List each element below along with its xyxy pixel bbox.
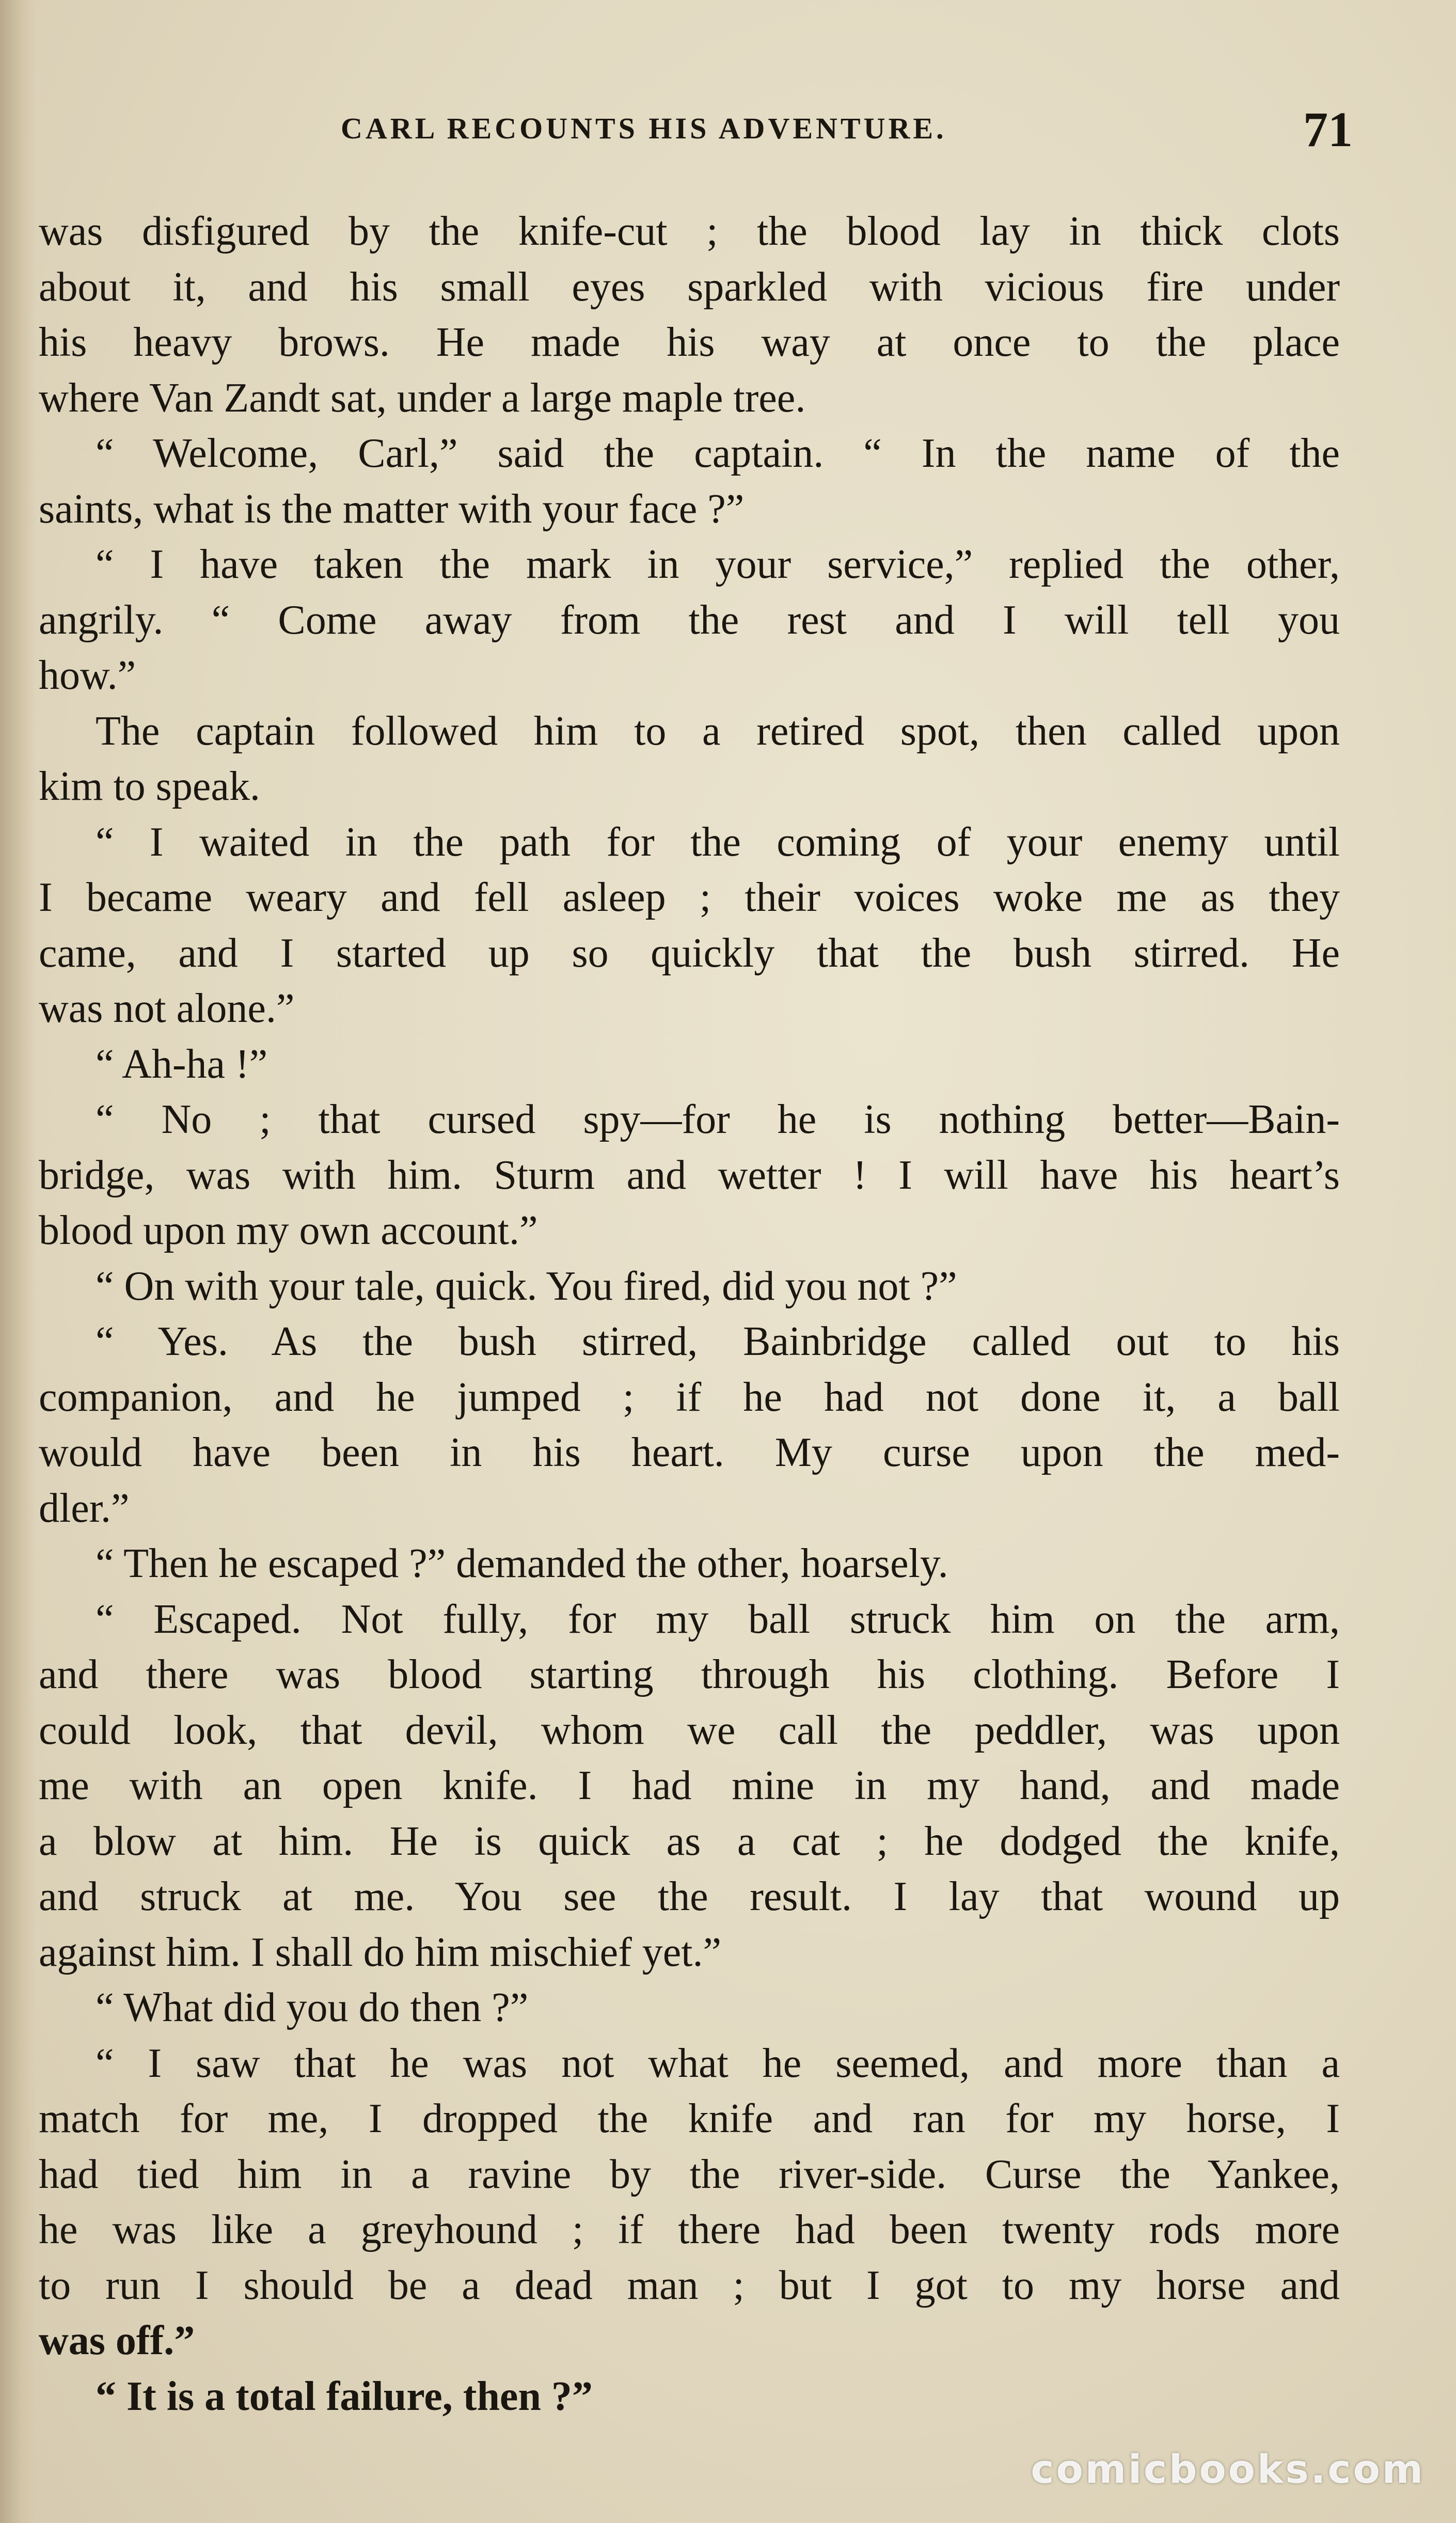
text-line: “ It is a total failure, then ?” xyxy=(96,2373,593,2419)
text-line: “ Ah-ha !” xyxy=(96,1041,268,1087)
text-line: about it, and his small eyes sparkled with vicious fire under xyxy=(39,264,1340,310)
text-line: and there was blood starting through his clothing. Before I xyxy=(39,1652,1340,1697)
page-gutter-shadow xyxy=(0,0,36,2523)
text-line: was not alone.” xyxy=(39,986,295,1031)
text-line: could look, that devil, whom we call the peddler, was upon xyxy=(39,1707,1340,1753)
text-line: and struck at me. You see the result. I lay that wound up xyxy=(39,1874,1340,1919)
text-line: match for me, I dropped the knife and ran for my horse, I xyxy=(39,2096,1340,2141)
text-line: bridge, was with him. Sturm and wetter ! I will have his heart’s xyxy=(39,1152,1340,1198)
text-line: to run I should be a dead man ; but I got to my horse and xyxy=(39,2262,1340,2308)
text-line: “ I have taken the mark in your service,” replied the other, xyxy=(96,542,1340,587)
text-line: where Van Zandt sat, under a large maple tree. xyxy=(39,375,806,421)
text-line: was off.” xyxy=(39,2318,195,2363)
text-line: angrily. “ Come away from the rest and I will tell you xyxy=(39,597,1340,643)
text-line: he was like a greyhound ; if there had been twenty rods more xyxy=(39,2207,1340,2252)
text-line: against him. I shall do him mischief yet.” xyxy=(39,1929,721,1975)
running-head: CARL RECOUNTS HIS ADVENTURE. xyxy=(341,112,947,145)
text-line: saints, what is the matter with your face ?” xyxy=(39,486,745,532)
text-line: would have been in his heart. My curse upon the med- xyxy=(39,1430,1340,1475)
text-line: was disfigured by the knife-cut ; the blood lay in thick clots xyxy=(39,209,1340,254)
text-line: companion, and he jumped ; if he had not done it, a ball xyxy=(39,1374,1340,1420)
text-line: “ I waited in the path for the coming of your enemy until xyxy=(96,819,1340,865)
text-line: his heavy brows. He made his way at once to the place xyxy=(39,320,1340,365)
body-text xyxy=(39,204,1340,2424)
text-line: “ Then he escaped ?” demanded the other, hoarsely. xyxy=(96,1541,948,1586)
text-line: “ Yes. As the bush stirred, Bainbridge called out to his xyxy=(96,1319,1340,1364)
text-line: “ On with your tale, quick. You fired, did you not ?” xyxy=(96,1263,957,1309)
text-line: “ No ; that cursed spy—for he is nothing better—Bain- xyxy=(96,1097,1340,1142)
text-line: I became weary and fell asleep ; their voices woke me as they xyxy=(39,875,1340,920)
text-line: a blow at him. He is quick as a cat ; he dodged the knife, xyxy=(39,1818,1340,1864)
text-line: had tied him in a ravine by the river-side. Curse the Yankee, xyxy=(39,2151,1340,2197)
text-line: kim to speak. xyxy=(39,764,260,809)
text-line: “ What did you do then ?” xyxy=(96,1985,529,2030)
text-line: came, and I started up so quickly that the bush stirred. He xyxy=(39,930,1340,976)
text-line: “ Welcome, Carl,” said the captain. “ In the name of the xyxy=(96,431,1340,476)
text-line: “ Escaped. Not fully, for my ball struck him on the arm, xyxy=(96,1596,1340,1642)
text-line: blood upon my own account.” xyxy=(39,1208,538,1253)
page-header xyxy=(31,101,1353,157)
text-line: The captain followed him to a retired spot, then called upon xyxy=(96,708,1340,754)
text-line: how.” xyxy=(39,653,136,698)
text-line: me with an open knife. I had mine in my hand, and made xyxy=(39,1763,1340,1808)
site-watermark: comicbooks.com xyxy=(1031,2446,1425,2492)
text-line: dler.” xyxy=(39,1485,130,1531)
text-line: “ I saw that he was not what he seemed, and more than a xyxy=(96,2040,1340,2086)
page-number: 71 xyxy=(1303,102,1353,157)
